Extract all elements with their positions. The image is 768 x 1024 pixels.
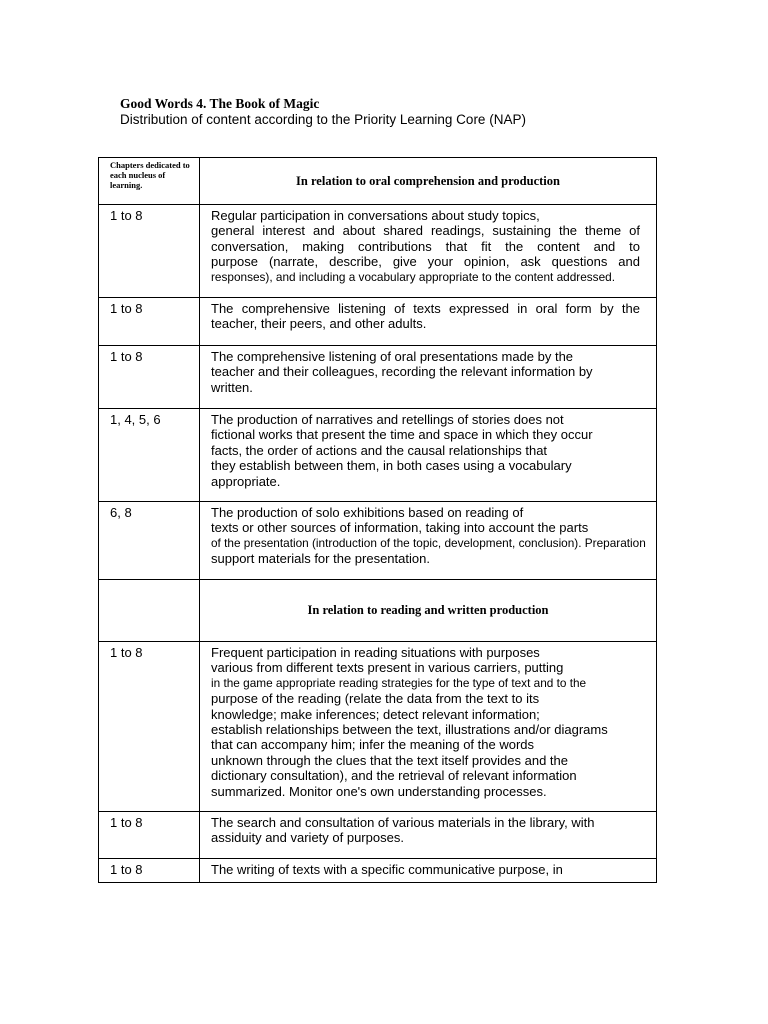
content-cell	[200, 502, 657, 580]
content-line: summarized. Monitor one's own understanding processes.	[211, 783, 547, 799]
chapters-cell: 6, 8	[99, 502, 200, 580]
content-cell	[200, 812, 657, 859]
content-line: responses), and including a vocabulary appropriate to the content addressed.	[211, 269, 615, 284]
content-line: written.	[211, 379, 253, 395]
content-line: Frequent participation in reading situations with purposes	[211, 645, 540, 660]
content-cell	[200, 205, 657, 298]
content-line: teacher and their colleagues, recording the relevant information by	[211, 364, 593, 380]
content-distribution-table	[98, 157, 657, 883]
section-heading-oral: In relation to oral comprehension and production	[200, 158, 657, 205]
content-line: The production of narratives and retellings of stories does not	[211, 412, 564, 427]
content-line: dictionary consultation), and the retrieval of relevant information	[211, 768, 577, 784]
content-line: The writing of texts with a specific communicative purpose, in	[211, 862, 563, 877]
content-line: unknown through the clues that the text itself provides and the	[211, 752, 569, 768]
content-line: they establish between them, in both cases using a vocabulary	[211, 458, 572, 474]
content-line: general interest and about shared readings, sustaining the theme of	[211, 223, 640, 239]
document-title: Good Words 4. The Book of Magic	[120, 96, 320, 111]
table-row	[99, 859, 657, 883]
content-line: various from different texts present in various carriers, putting	[211, 660, 564, 676]
table-header-row	[99, 158, 657, 205]
content-cell	[200, 409, 657, 502]
section-row	[99, 580, 657, 642]
content-line: texts or other sources of information, taking into account the parts	[211, 520, 589, 536]
content-line: establish relationships between the text, illustrations and/or diagrams	[211, 722, 608, 738]
chapters-cell: 1 to 8	[99, 298, 200, 346]
chapters-cell: 1 to 8	[99, 205, 200, 298]
chapters-cell: 1, 4, 5, 6	[99, 409, 200, 502]
content-line: Regular participation in conversations about study topics,	[211, 208, 540, 223]
content-line: facts, the order of actions and the causal relationships that	[211, 442, 548, 458]
chapters-cell: 1 to 8	[99, 812, 200, 859]
empty-chapters-cell	[99, 580, 200, 642]
chapters-cell: 1 to 8	[99, 346, 200, 409]
content-line: in the game appropriate reading strategies for the type of text and to the	[211, 675, 587, 690]
content-line: conversation, making contributions that fit the content and to	[211, 238, 640, 254]
content-line: purpose of the reading (relate the data from the text to its	[211, 691, 540, 707]
content-line: The production of solo exhibitions based on reading of	[211, 505, 524, 520]
section-heading-reading: In relation to reading and written production	[200, 580, 657, 642]
content-line: assiduity and variety of purposes.	[211, 830, 404, 846]
document-subtitle: Distribution of content according to the Priority Learning Core (NAP)	[120, 112, 526, 127]
table-row	[99, 346, 657, 409]
document-header	[120, 96, 526, 128]
table-row	[99, 298, 657, 346]
content-cell	[200, 346, 657, 409]
content-cell	[200, 642, 657, 812]
content-line: support materials for the presentation.	[211, 551, 430, 567]
content-line: purpose (narrate, describe, give your opinion, ask questions and	[211, 254, 640, 270]
content-cell	[200, 298, 657, 346]
content-cell	[200, 859, 657, 883]
chapters-cell: 1 to 8	[99, 642, 200, 812]
content-line: appropriate.	[211, 473, 281, 489]
content-line: The comprehensive listening of oral presentations made by the	[211, 349, 574, 364]
content-line: The search and consultation of various materials in the library, with	[211, 815, 595, 830]
content-line: The comprehensive listening of texts expressed in oral form by the	[211, 301, 640, 316]
table-row	[99, 642, 657, 812]
table-row	[99, 812, 657, 859]
table-row	[99, 409, 657, 502]
table-row	[99, 205, 657, 298]
content-line: teacher, their peers, and other adults.	[211, 316, 427, 332]
chapters-column-header: Chapters dedicated to each nucleus of learning.	[99, 158, 200, 205]
chapters-cell: 1 to 8	[99, 859, 200, 883]
content-line: knowledge; make inferences; detect relevant information;	[211, 706, 540, 722]
content-line: of the presentation (introduction of the topic, development, conclusion). Preparation	[211, 535, 646, 550]
table-row	[99, 502, 657, 580]
content-line: that can accompany him; infer the meaning of the words	[211, 737, 535, 753]
content-line: fictional works that present the time and space in which they occur	[211, 427, 593, 443]
